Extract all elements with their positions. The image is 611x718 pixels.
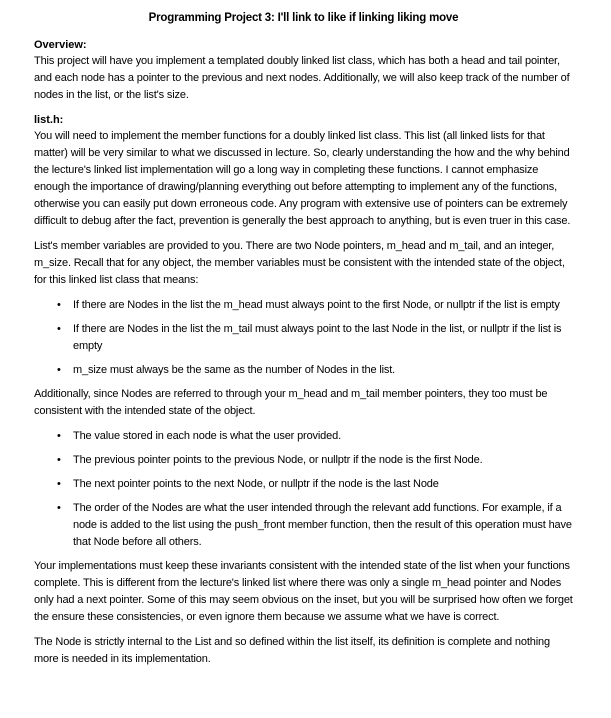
listh-paragraph-3: Additionally, since Nodes are referred to through your m_head and m_tail member pointers, they too must be consistent with the intended state of the object.	[34, 388, 548, 417]
listh-paragraph-4: Your implementations must keep these invariants consistent with the intended state of the list when your functions complete. This is different from the lecture's linked list where there was only a single m_head pointer and Nodes only had a next pointer. Some of this may seem obvious on the inset, but you will be surprised how often we forget the ensure these consistencies, or even ignore them because we assume what we have is correct.	[34, 560, 573, 623]
list-item-text: The previous pointer points to the previous Node, or nullptr if the node is the first Node.	[73, 454, 483, 466]
bullet-icon: •	[57, 502, 61, 514]
list-item-text: The next pointer points to the next Node, or nullptr if the node is the last Node	[73, 478, 439, 490]
bullet-icon: •	[57, 364, 61, 376]
bullet-icon: •	[57, 323, 61, 335]
list-item	[57, 476, 573, 493]
list-item-text: The order of the Nodes are what the user intended through the relevant add functions. For example, if a node is added to the list using the push_front member function, then the result of this operation must have that Node before all others.	[73, 502, 572, 548]
listh-paragraph-1: You will need to implement the member functions for a doubly linked list class. This list (all linked lists for that matter) will be very similar to what we discussed in lecture. So, clearly understanding the how and the why behind the lecture's linked list implementation will go a long way in completing these functions. I cannot emphasize enough the importance of drawing/planning everything out before attempting to implement any of the functions, otherwise you can easily put down erroneous code. Any program with extensive use of pointers can be extremely difficult to debug after the fact, prevention is generally the best approach to anything, but is even truer in this case.	[34, 130, 571, 227]
bullet-icon: •	[57, 430, 61, 442]
bullet-icon: •	[57, 478, 61, 490]
list-item-text: If there are Nodes in the list the m_tail must always point to the last Node in the list, or nullptr if the list is empty	[73, 323, 562, 352]
listh-paragraph-5: The Node is strictly internal to the List and so defined within the list itself, its definition is complete and nothing more is needed in its implementation.	[34, 636, 550, 665]
member-invariants-list	[34, 297, 573, 379]
bullet-icon: •	[57, 454, 61, 466]
list-item	[57, 362, 573, 379]
listh-paragraph-2: List's member variables are provided to you. There are two Node pointers, m_head and m_tail, and an integer, m_size. Recall that for any object, the member variables must be consistent with the intended state of the object, for this linked list class that means:	[34, 240, 565, 286]
bullet-icon: •	[57, 299, 61, 311]
list-item	[57, 321, 573, 355]
list-item	[57, 452, 573, 469]
listh-heading: list.h:	[34, 114, 64, 126]
overview-paragraph: This project will have you implement a templated doubly linked list class, which has both a head and tail pointer, and each node has a pointer to the previous and next nodes. Additionally, we will also keep track of the number of nodes in the list, or the list's size.	[34, 55, 570, 101]
list-item-text: m_size must always be the same as the number of Nodes in the list.	[73, 364, 396, 376]
list-item-text: The value stored in each node is what the user provided.	[73, 430, 341, 442]
list-item	[57, 428, 573, 445]
node-invariants-list	[34, 428, 573, 551]
list-item	[57, 500, 573, 551]
document-title: Programming Project 3: I'll link to like if linking liking move	[148, 12, 459, 24]
list-item	[57, 297, 573, 314]
overview-heading: Overview:	[34, 39, 87, 51]
list-item-text: If there are Nodes in the list the m_head must always point to the first Node, or nullptr if the list is empty	[73, 299, 560, 311]
